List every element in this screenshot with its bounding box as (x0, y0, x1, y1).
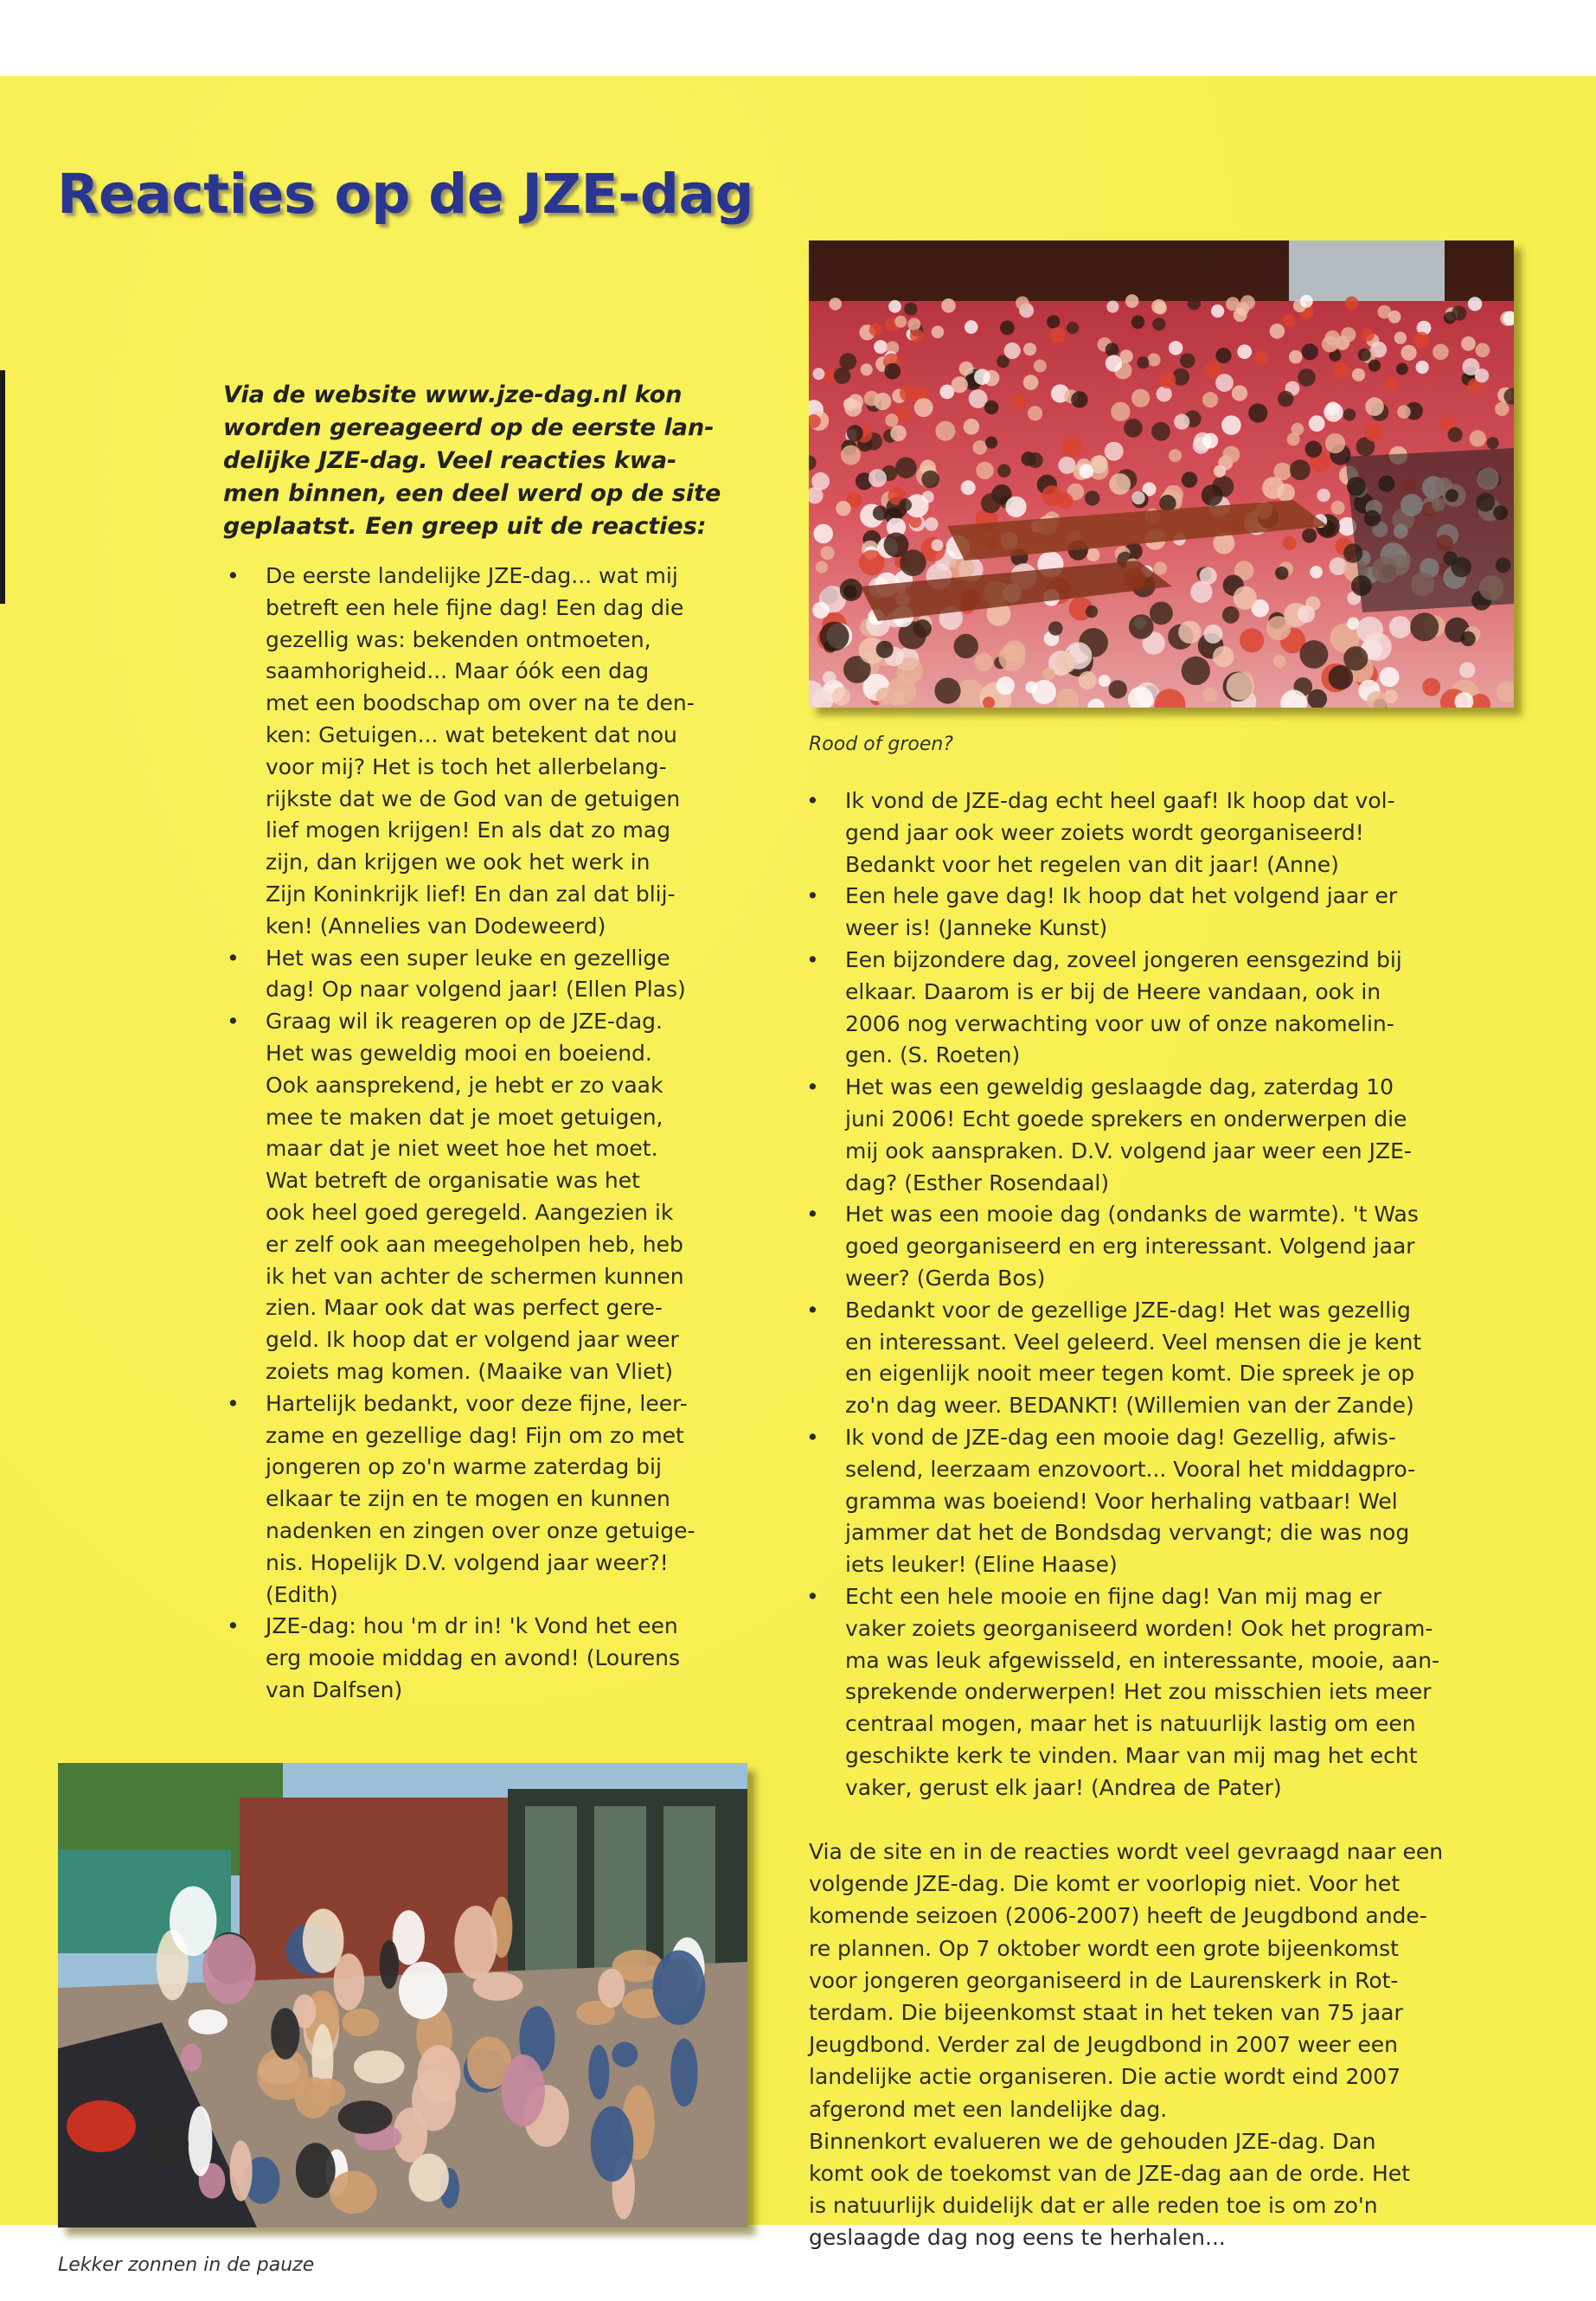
magazine-page (0, 76, 1596, 2276)
reaction-line: • Hartelijk bedankt, voor deze fijne, leer- (266, 1390, 688, 1416)
left-reaction-item (225, 1611, 761, 1706)
reaction-line: Ook aansprekend, je hebt er zo vaak (266, 1072, 663, 1098)
reaction-line: jammer dat het de Bondsdag vervangt; die was nog (845, 1520, 1410, 1546)
reaction-line: mee te maken dat je moet getuigen, (266, 1104, 663, 1130)
reaction-line: • Ik vond de JZE-dag echt heel gaaf! Ik hoop dat vol- (845, 788, 1395, 813)
reaction-line: • De eerste landelijke JZE-dag... wat mij (266, 563, 678, 588)
reaction-line: zame en gezellige dag! Fijn om zo met (266, 1422, 684, 1448)
reaction-line: dag! Op naar volgend jaar! (Ellen Plas) (266, 977, 686, 1003)
reaction-line: Zijn Koninkrijk lief! En dan zal dat blij- (266, 881, 676, 907)
reaction-line: • Een hele gave dag! Ik hoop dat het volgend jaar er (845, 883, 1398, 909)
reaction-line: 2006 nog verwachting voor uw of onze nakomelin- (845, 1010, 1394, 1036)
courtyard-photo (58, 1763, 747, 2227)
reaction-line: Wat betreft de organisatie was het (266, 1168, 640, 1194)
closing-line: Via de site en in de reacties wordt veel gevraagd naar een (809, 1839, 1444, 1864)
reaction-line: ik het van achter de schermen kunnen (266, 1263, 684, 1289)
reaction-line: • Het was een mooie dag (ondanks de warmte). 't Was (845, 1202, 1419, 1227)
closing-line: volgende JZE-dag. Die komt er voorlopig niet. Voor het (809, 1871, 1401, 1897)
reaction-line: • Echt een hele mooie en fijne dag! Van mij mag er (845, 1583, 1382, 1609)
reaction-line: gezellig was: bekenden ontmoeten, (266, 626, 651, 652)
reaction-line: geld. Ik hoop dat er volgend jaar weer (266, 1327, 679, 1353)
reaction-line: rijkste dat we de God van de getuigen (266, 785, 681, 811)
reaction-line: Het was geweldig mooi en boeiend. (266, 1040, 652, 1066)
closing-line: re plannen. Op 7 oktober wordt een grote bijeenkomst (809, 1935, 1399, 1961)
audience-photo-image (809, 240, 1514, 708)
reactions-list-right (804, 785, 1514, 1804)
reaction-line: • JZE-dag: hou 'm dr in! 'k Vond het een (266, 1613, 678, 1639)
closing-line: voor jongeren georganiseerd in de Laurenskerk in Rot- (809, 1967, 1399, 1993)
reaction-line: dag? (Esther Rosendaal) (845, 1170, 1110, 1195)
edge-mark (0, 370, 5, 604)
reaction-line: Bedankt voor het regelen van dit jaar! (Anne) (845, 851, 1339, 877)
courtyard-photo-image (58, 1763, 747, 2227)
right-reaction-item (804, 1072, 1514, 1199)
closing-line: komende seizoen (2006-2007) heeft de Jeugdbond ande- (809, 1903, 1427, 1929)
audience-photo (809, 240, 1514, 708)
reaction-line: en eigenlijk nooit meer tegen komt. Die spreek je op (845, 1361, 1415, 1387)
reactions-list-left (225, 561, 761, 1707)
reaction-line: met een boodschap om over na te den- (266, 690, 695, 716)
right-reaction-item (804, 1295, 1514, 1422)
intro-line: men binnen, een deel werd op de site (223, 480, 721, 507)
closing-line: afgerond met een landelijke dag. (809, 2096, 1168, 2122)
reaction-line: gend jaar ook weer zoiets wordt georganiseerd! (845, 819, 1364, 845)
reaction-line: gen. (S. Roeten) (845, 1042, 1021, 1068)
article-title: Reacties op de JZE-dag (57, 163, 754, 226)
intro-line: delijke JZE-dag. Veel reacties kwa- (223, 447, 677, 474)
reaction-line: zijn, dan krijgen we ook het werk in (266, 849, 651, 875)
reaction-line: van Dalfsen) (266, 1676, 403, 1702)
reaction-line: ken: Getuigen... wat betekent dat nou (266, 721, 677, 747)
reaction-line: zien. Maar ook dat was perfect gere- (266, 1295, 663, 1321)
reaction-line: ma was leuk afgewisseld, en interessante, mooie, aan- (845, 1647, 1440, 1673)
reaction-line: elkaar te zijn en te mogen en kunnen (266, 1486, 670, 1512)
closing-line: komt ook de toekomst van de JZE-dag aan de orde. Het (809, 2161, 1410, 2187)
reaction-line: lief mogen krijgen! En als dat zo mag (266, 817, 671, 843)
reaction-line: ook heel goed geregeld. Aangezien ik (266, 1199, 674, 1225)
reaction-line: elkaar. Daarom is er bij de Heere vandaan, ook in (845, 978, 1381, 1004)
closing-line: Jeugdbond. Verder zal de Jeugdbond in 2007 weer een (809, 2032, 1399, 2058)
reaction-line: selend, leerzaam enzovoort... Vooral het middagpro- (845, 1456, 1416, 1482)
reaction-line: (Edith) (266, 1581, 338, 1607)
reaction-line: sprekende onderwerpen! Het zou misschien iets meer (845, 1679, 1432, 1705)
reaction-line: • Ik vond de JZE-dag een mooie dag! Gezellig, afwis- (845, 1424, 1396, 1450)
intro-line: worden gereageerd op de eerste lan- (223, 414, 715, 441)
reaction-line: weer is! (Janneke Kunst) (845, 915, 1108, 941)
reaction-line: betreft een hele fijne dag! Een dag die (266, 594, 684, 620)
reaction-line: juni 2006! Echt goede sprekers en onderwerpen die (845, 1106, 1407, 1131)
reaction-line: erg mooie middag en avond! (Lourens (266, 1645, 681, 1671)
reaction-line: saamhorigheid... Maar óók een dag (266, 658, 650, 684)
right-reaction-item (804, 1199, 1514, 1294)
reaction-line: zoiets mag komen. (Maaike van Vliet) (266, 1358, 674, 1384)
reaction-line: vaker, gerust elk jaar! (Andrea de Pater) (845, 1774, 1282, 1800)
reaction-line: voor mij? Het is toch het allerbelang- (266, 753, 667, 779)
reaction-line: er zelf ook aan meegeholpen heb, heb (266, 1231, 683, 1257)
closing-line: Binnenkort evalueren we de gehouden JZE-dag. Dan (809, 2128, 1376, 2154)
reaction-line: weer? (Gerda Bos) (845, 1265, 1046, 1291)
reaction-line: • Bedankt voor de gezellige JZE-dag! Het was gezellig (845, 1297, 1411, 1323)
reaction-line: • Het was een geweldig geslaagde dag, zaterdag 10 (845, 1074, 1394, 1100)
reaction-line: vaker zoiets georganiseerd worden! Ook het program- (845, 1615, 1433, 1641)
reaction-line: maar dat je niet weet hoe het moet. (266, 1136, 658, 1162)
closing-line: landelijke actie organiseren. Die actie wordt eind 2007 (809, 2064, 1401, 2090)
reaction-line: gramma was boeiend! Voor herhaling vatbaar! Wel (845, 1488, 1398, 1514)
reaction-line: goed georganiseerd en erg interessant. Volgend jaar (845, 1234, 1415, 1259)
reaction-line: ken! (Annelies van Dodeweerd) (266, 913, 606, 939)
closing-paragraph (809, 1836, 1527, 2254)
reaction-line: nadenken en zingen over onze getuige- (266, 1517, 695, 1543)
intro-line: geplaatst. Een greep uit de reacties: (223, 513, 707, 540)
closing-line: terdam. Die bijeenkomst staat in het teken van 75 jaar (809, 2000, 1403, 2026)
reaction-line: iets leuker! (Eline Haase) (845, 1552, 1118, 1578)
article-intro (223, 379, 742, 543)
left-reaction-item (225, 1006, 761, 1388)
reaction-line: • Een bijzondere dag, zoveel jongeren eensgezind bij (845, 946, 1402, 972)
reaction-line: jongeren op zo'n warme zaterdag bij (266, 1454, 662, 1480)
reaction-line: en interessant. Veel geleerd. Veel mensen die je kent (845, 1329, 1422, 1355)
courtyard-photo-caption: Lekker zonnen in de pauze (58, 2254, 315, 2276)
right-reaction-item (804, 1581, 1514, 1804)
closing-line: geslaagde dag nog eens te herhalen... (809, 2225, 1226, 2251)
reaction-line: geschikte kerk te vinden. Maar van mij mag het echt (845, 1742, 1418, 1768)
reaction-line: centraal mogen, maar het is natuurlijk lastig om een (845, 1711, 1416, 1737)
reaction-line: • Het was een super leuke en gezellige (266, 945, 670, 971)
intro-line: Via de website www.jze-dag.nl kon (223, 381, 683, 408)
audience-photo-caption: Rood of groen? (809, 734, 953, 755)
right-reaction-item (804, 881, 1514, 945)
reaction-line: mij ook aanspraken. D.V. volgend jaar weer een JZE- (845, 1138, 1412, 1163)
reaction-line: • Graag wil ik reageren op de JZE-dag. (266, 1009, 663, 1035)
right-reaction-item (804, 1422, 1514, 1581)
right-reaction-item (804, 945, 1514, 1072)
left-reaction-item (225, 561, 761, 943)
left-reaction-item (225, 1388, 761, 1612)
reaction-line: nis. Hopelijk D.V. volgend jaar weer?! (266, 1549, 669, 1575)
left-reaction-item (225, 943, 761, 1007)
right-reaction-item (804, 785, 1514, 881)
reaction-line: zo'n dag weer. BEDANKT! (Willemien van der Zande) (845, 1393, 1414, 1419)
closing-line: is natuurlijk duidelijk dat er alle reden toe is om zo'n (809, 2193, 1378, 2219)
